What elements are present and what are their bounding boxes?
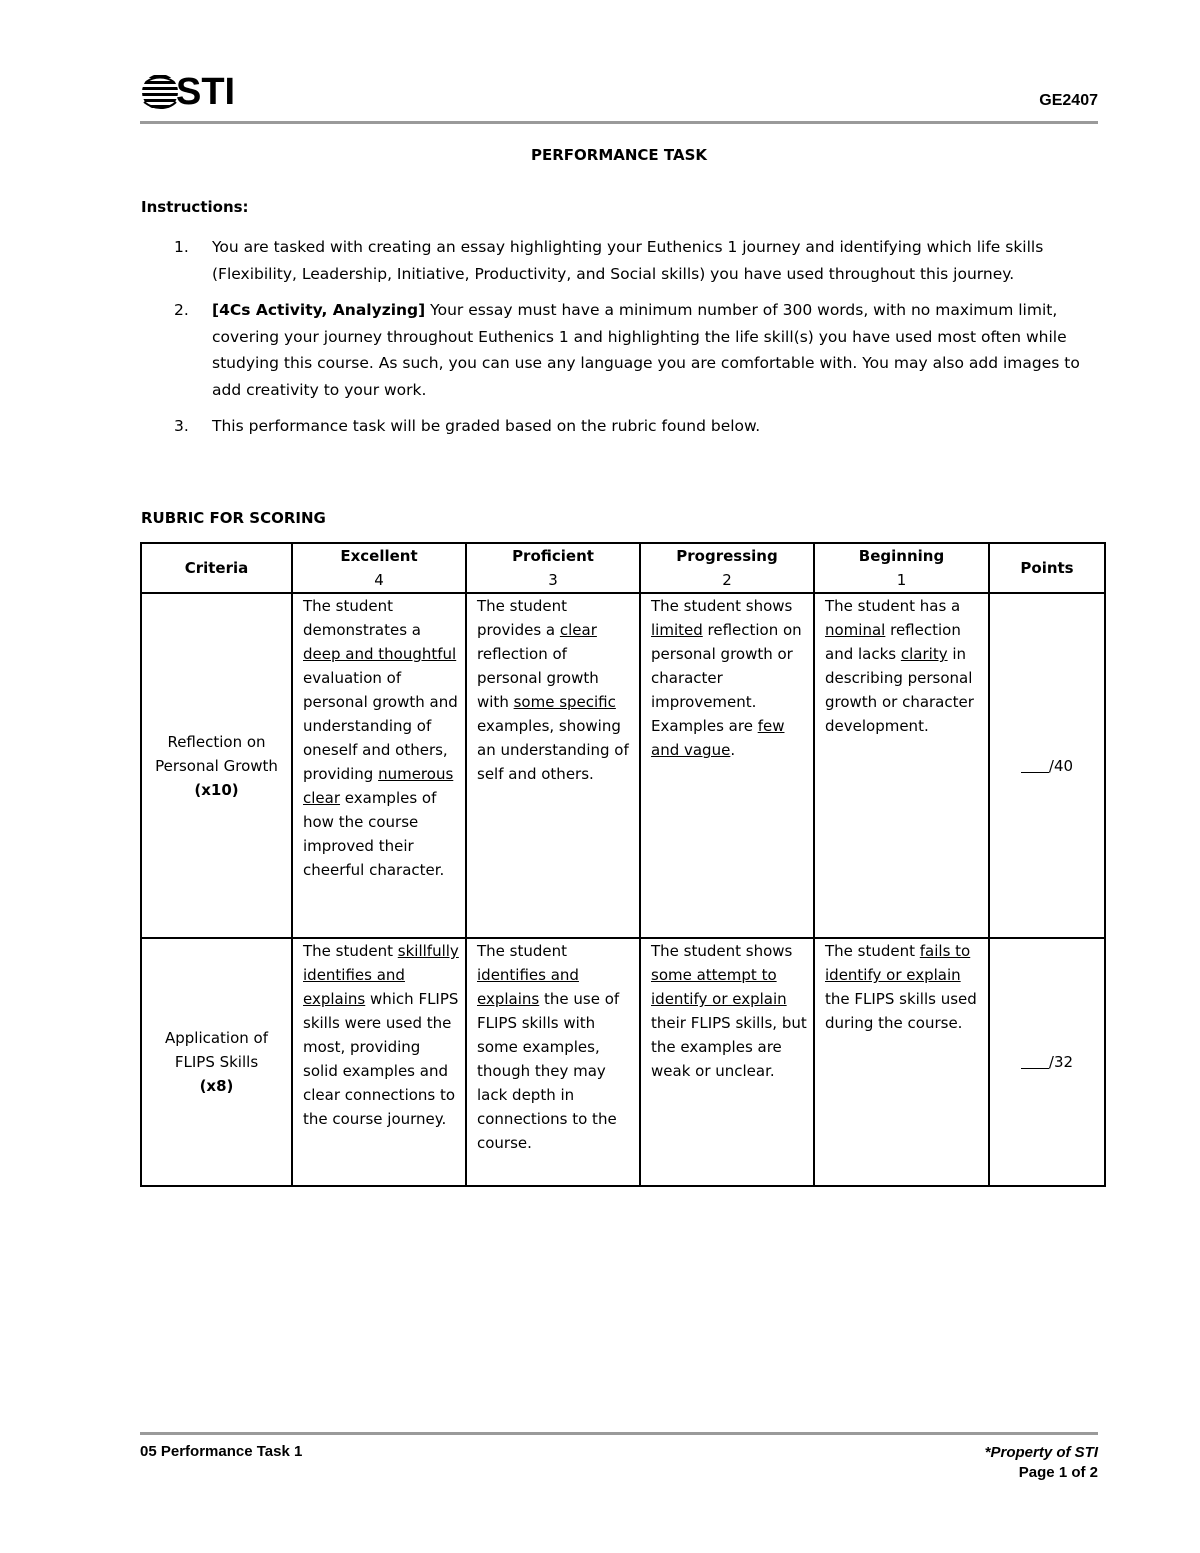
emphasized-text: few and vague: [651, 717, 785, 759]
criteria-multiplier: (x8): [199, 1077, 234, 1095]
instruction-text: Your essay must have a minimum number of 300 words, with no maximum limit, covering your journey throughout Euthenics 1 and highlighting the life skill(s) you have used most often while studying this course. As such, you can use any language you are comfortable with. You may also add images to add creativity to your work.: [212, 301, 1080, 399]
header-points: Points: [989, 543, 1105, 593]
emphasized-text: some specific: [513, 693, 616, 711]
rubric-row-reflection: [141, 593, 1105, 938]
instruction-number: 2.: [174, 301, 189, 319]
descriptor-text: .: [730, 741, 736, 759]
footer-doc-title: 05 Performance Task 1: [140, 1443, 303, 1460]
rubric-table: [140, 542, 1106, 1187]
emphasized-text: some attempt to identify or explain: [651, 966, 787, 1008]
descriptor-text: The student has a: [825, 597, 961, 615]
instruction-text: This performance task will be graded based on the rubric found below.: [212, 417, 761, 435]
descriptor-text: in describing personal growth or character development.: [825, 645, 974, 735]
footer-right: [985, 1443, 1098, 1483]
rubric-label: RUBRIC FOR SCORING: [141, 509, 326, 527]
descriptor-text: the FLIPS skills used during the course.: [825, 990, 977, 1032]
property-notice: *Property of STI: [984, 1444, 1098, 1461]
emphasized-text: identifies and explains: [477, 966, 579, 1008]
rubric-header-row: [141, 543, 1105, 593]
instruction-item: [141, 234, 1099, 287]
excellent-descriptor: [292, 938, 466, 1186]
criteria-name: Reflection on Personal Growth: [155, 732, 278, 775]
score-blank[interactable]: [1021, 1052, 1049, 1069]
page-number: Page 1 of 2: [1018, 1464, 1098, 1481]
descriptor-text: The student provides a: [477, 597, 568, 639]
emphasized-text: numerous clear: [303, 765, 454, 807]
instruction-number: 3.: [174, 417, 189, 435]
globe-icon: [140, 72, 180, 112]
descriptor-text: The student demonstrates a: [303, 597, 421, 639]
criteria-cell: [141, 938, 292, 1186]
descriptor-text: the use of FLIPS skills with some examples, though they may lack depth in connections to the course.: [477, 990, 620, 1152]
header-excellent: Excellent 4: [292, 543, 466, 593]
descriptor-text: The student: [477, 942, 568, 960]
footer-rule: [140, 1432, 1098, 1435]
progressing-descriptor: [640, 593, 814, 938]
points-total: /32: [1048, 1053, 1074, 1071]
emphasized-text: clear: [559, 621, 597, 639]
sti-logo: [140, 70, 235, 114]
logo-wordmark: STI: [176, 71, 236, 113]
descriptor-text: The student shows: [651, 942, 793, 960]
descriptor-text: reflection and lacks: [825, 621, 961, 663]
emphasized-text: skillfully identifies and explains: [303, 942, 459, 1008]
criteria-multiplier: (x10): [194, 780, 239, 799]
score-blank[interactable]: [1021, 756, 1049, 773]
emphasized-text: fails to identify or explain: [825, 942, 971, 984]
points-total: /40: [1048, 756, 1074, 775]
header-criteria: Criteria: [141, 543, 292, 593]
page-title: PERFORMANCE TASK: [530, 146, 707, 164]
emphasized-text: deep and thoughtful: [303, 645, 457, 663]
descriptor-text: examples of how the course improved their cheerful character.: [303, 789, 445, 879]
header-beginning: Beginning 1: [814, 543, 989, 593]
instruction-number: 1.: [174, 238, 189, 256]
descriptor-text: reflection on personal growth or character improvement. Examples are: [651, 621, 802, 735]
instruction-item: [141, 413, 1099, 440]
descriptor-text: their FLIPS skills, but the examples are weak or unclear.: [651, 1014, 807, 1080]
descriptor-text: The student shows: [651, 597, 793, 615]
emphasized-text: clarity: [900, 645, 948, 663]
descriptor-text: which FLIPS skills were used the most, providing solid examples and clear connections to the course journey.: [303, 990, 459, 1128]
excellent-descriptor: [292, 593, 466, 938]
descriptor-text: reflection of personal growth with: [477, 645, 599, 711]
header-progressing: Progressing 2: [640, 543, 814, 593]
points-cell: [989, 593, 1105, 938]
instructions-label: Instructions:: [141, 198, 249, 216]
descriptor-text: evaluation of personal growth and understanding of oneself and others, providing: [303, 669, 458, 783]
beginning-descriptor: [814, 938, 989, 1186]
descriptor-text: The student: [825, 942, 920, 960]
instructions-list: [141, 234, 1099, 450]
emphasized-text: nominal: [825, 621, 886, 639]
criteria-name: Application of FLIPS Skills: [164, 1029, 269, 1071]
emphasized-text: limited: [651, 621, 703, 639]
descriptor-text: examples, showing an understanding of self and others.: [477, 717, 629, 783]
progressing-descriptor: [640, 938, 814, 1186]
criteria-cell: [141, 593, 292, 938]
instruction-text: You are tasked with creating an essay highlighting your Euthenics 1 journey and identifying which life skills (Flexibility, Leadership, Initiative, Productivity, and Social skills) you have used throughout this journey.: [212, 238, 1044, 283]
page-header: [140, 68, 1098, 124]
beginning-descriptor: [814, 593, 989, 938]
instruction-item: [141, 297, 1099, 403]
proficient-descriptor: [466, 938, 640, 1186]
points-cell: [989, 938, 1105, 1186]
rubric-row-flips: [141, 938, 1105, 1186]
descriptor-text: The student: [303, 942, 398, 960]
header-proficient: Proficient 3: [466, 543, 640, 593]
header-rule: [140, 121, 1098, 124]
proficient-descriptor: [466, 593, 640, 938]
course-code: GE2407: [1039, 92, 1098, 109]
instruction-tag: [4Cs Activity, Analyzing]: [212, 301, 426, 319]
